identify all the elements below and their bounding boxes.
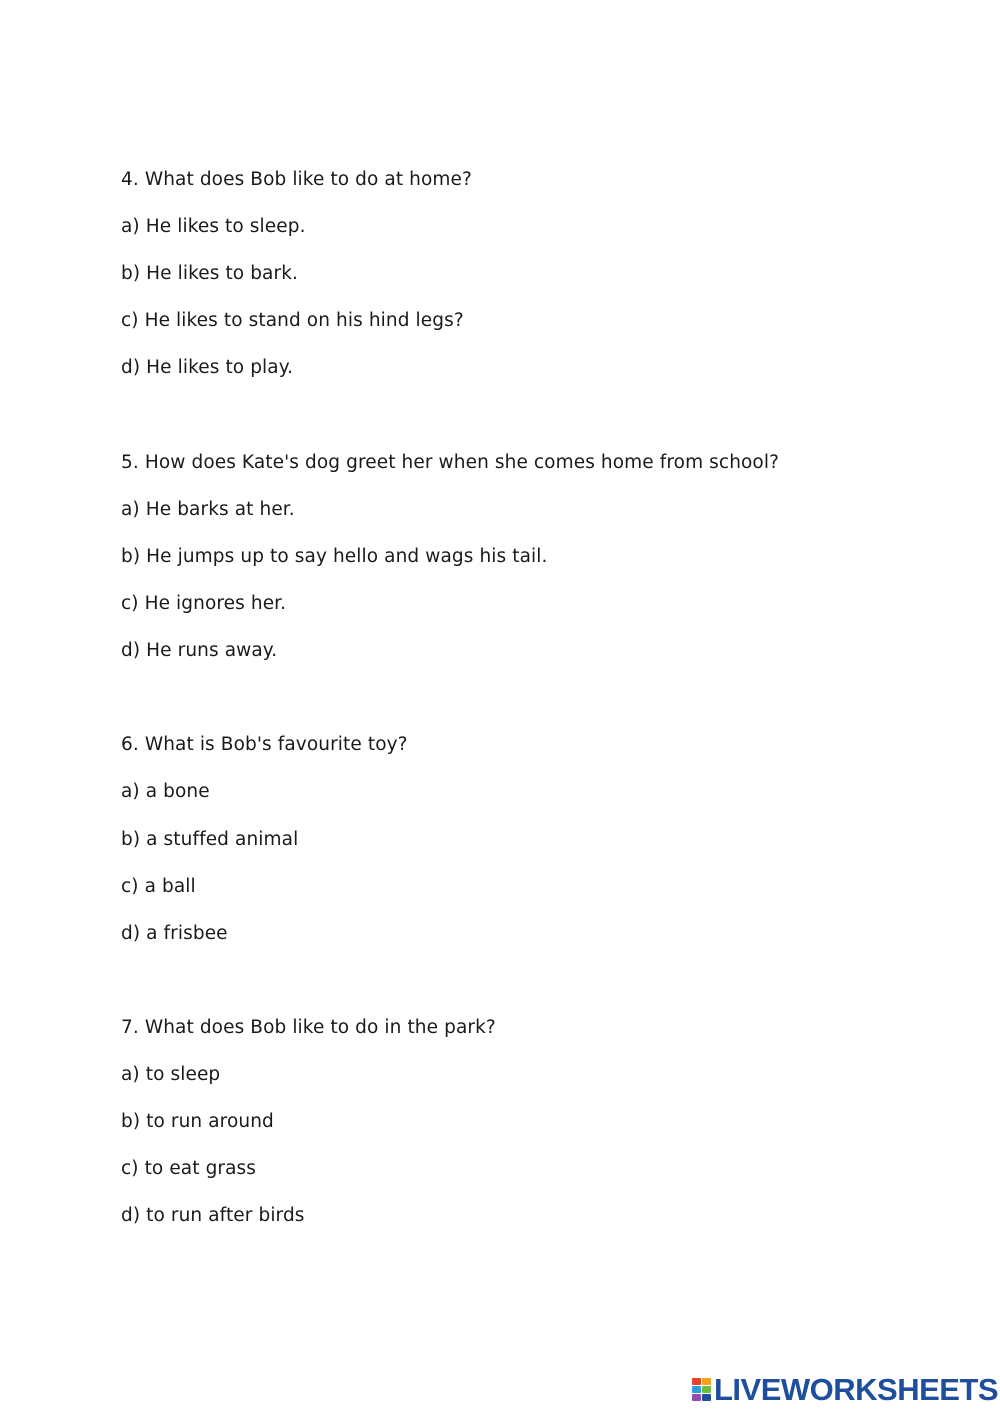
question-4-option-a: a) He likes to sleep.	[121, 216, 306, 237]
question-5-option-d: d) He runs away.	[121, 640, 278, 661]
question-6-option-c: c) a ball	[121, 876, 196, 897]
liveworksheets-logo-text: LIVEWORKSHEETS	[714, 1372, 999, 1407]
question-6-option-a: a) a bone	[121, 781, 210, 802]
liveworksheets-logo-icon	[692, 1376, 712, 1404]
question-7-option-a: a) to sleep	[121, 1064, 221, 1085]
question-5-option-a: a) He barks at her.	[121, 499, 295, 520]
question-6-option-b: b) a stuffed animal	[121, 829, 299, 850]
question-5-text: 5. How does Kate's dog greet her when she comes home from school?	[121, 452, 780, 473]
question-7-option-b: b) to run around	[121, 1111, 274, 1132]
question-6-text: 6. What is Bob's favourite toy?	[121, 734, 408, 755]
question-4-option-b: b) He likes to bark.	[121, 263, 298, 284]
question-4-option-c: c) He likes to stand on his hind legs?	[121, 310, 464, 331]
liveworksheets-logo	[692, 1374, 998, 1406]
question-7-option-d: d) to run after birds	[121, 1205, 305, 1226]
question-7-text: 7. What does Bob like to do in the park?	[121, 1017, 496, 1038]
question-7-option-c: c) to eat grass	[121, 1158, 257, 1179]
question-5-option-c: c) He ignores her.	[121, 593, 287, 614]
question-4-text: 4. What does Bob like to do at home?	[121, 169, 472, 190]
question-5-option-b: b) He jumps up to say hello and wags his tail.	[121, 546, 548, 567]
question-6-option-d: d) a frisbee	[121, 923, 228, 944]
question-4-option-d: d) He likes to play.	[121, 357, 294, 378]
